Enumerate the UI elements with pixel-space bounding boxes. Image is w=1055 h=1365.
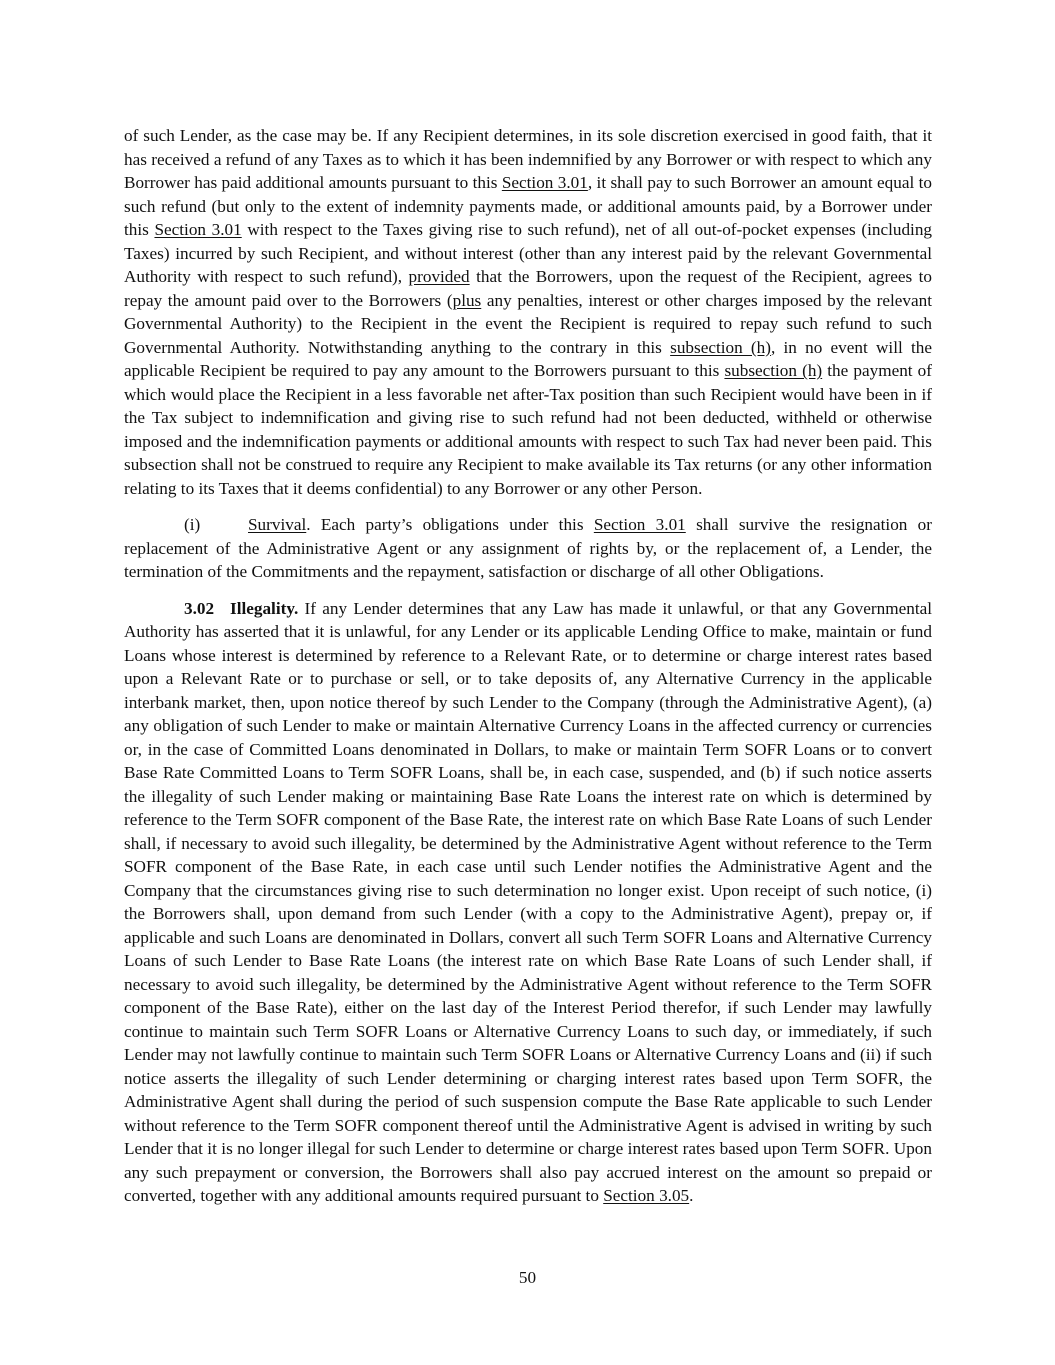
subsection-reference: subsection (h) bbox=[724, 361, 823, 380]
section-number: 3.02 bbox=[184, 598, 215, 618]
section-reference: Section 3.01 bbox=[154, 220, 242, 239]
paragraph-i-survival bbox=[124, 513, 932, 584]
subsection-reference: subsection (h) bbox=[670, 337, 771, 357]
text-run: If any Lender determines that any Law has made it unlawful, or that any Governmental Authority has asserted that it is unlawful, for any Lender or its applicable Lending Office to make, maintain or fund Loans whose interest is determined by reference to a Relevant Rate, or to determine or charge interest rates based upon a Relevant Rate or to purchase or sell, or to take deposits of, any Alternative Currency in the applicable interbank market, then, upon notice thereof by such Lender to the Company (through the Administrative Agent), (a) any obligation of such Lender to make or maintain Alternative Currency Loans in the affected currency or currencies or, in the case of Committed Loans denominated in Dollars, to make or maintain Term SOFR Loans or to convert Base Rate Committed Loans to Term SOFR Loans, shall be, in each case, suspended, and (b) if such notice asserts the illegality of such Lender making or maintaining Base Rate Loans the interest rate on which is determined by reference to the Term SOFR component of the Base Rate, the interest rate on which Base Rate Loans of such Lender shall, if necessary to avoid such illegality, be determined by the Administrative Agent without reference to the Term SOFR component of the Base Rate, in each case until such Lender notifies the Administrative Agent and the Company that the circumstances giving rise to such determination no longer exist. Upon receipt of such notice, (i) the Borrowers shall, upon demand from such Lender (with a copy to the Administrative Agent), prepay or, if applicable and such Loans are denominated in Dollars, convert all such Term SOFR Loans and Alternative Currency Loans of such Lender to Base Rate Loans (the interest rate on which Base Rate Loans of such Lender shall, if necessary to avoid such illegality, be determined by the Administrative Agent without reference to the Term SOFR component of the Base Rate), either on the last day of the Interest Period therefor, if such Lender may lawfully continue to maintain such Term SOFR Loans or Alternative Currency Loans to such day, or immediately, if such Lender may not lawfully continue to maintain such Term SOFR Loans or Alternative Currency Loans and (ii) if such notice asserts the illegality of such Lender determining or charging interest rates based upon Term SOFR, the Administrative Agent shall during the period of such suspension compute the Base Rate applicable to such Lender without reference to the Term SOFR component thereof until the Administrative Agent is advised in writing by such Lender that it is no longer illegal for such Lender to determine or charge interest rates based upon Term SOFR. Upon any such prepayment or conversion, the Borrowers shall also pay accrued interest on the amount so prepaid or converted, together with any additional amounts required pursuant to bbox=[124, 598, 932, 1205]
text-run: . bbox=[689, 1186, 694, 1205]
section-3-02-illegality bbox=[124, 597, 932, 1208]
paragraph-heading: Survival bbox=[248, 515, 307, 534]
document-page bbox=[124, 124, 932, 1221]
provided-term: provided bbox=[408, 267, 470, 286]
paragraph-label: (i) bbox=[184, 515, 201, 534]
page-number: 50 bbox=[518, 1268, 537, 1287]
section-reference: Section 3.05 bbox=[603, 1186, 690, 1205]
text-run: the payment of which would place the Recipient in a less favorable net after-Tax position than such Recipient would have been in if the Tax subject to indemnification and giving rise to such refund had not been deducted, withheld or otherwise imposed and the indemnification payments or additional amounts with respect to such Tax had never been paid. This subsection shall not be construed to require any Recipient to make available its Tax returns (or any other information relating to its Taxes that it deems confidential) to any Borrower or any other Person. bbox=[124, 361, 932, 498]
text-run: . Each party’s obligations under this bbox=[306, 515, 594, 534]
text-run: that the Borrowers, upon the request of the Recipient, agrees to repay the amount paid over to the Borrowers ( bbox=[124, 267, 932, 310]
text-run: , it shall pay to such Borrower an amount equal to such refund (but only to the extent of indemnity payments made, or additional amounts paid, by a Borrower under this bbox=[124, 173, 932, 239]
text-run: of such Lender, as the case may be. If any Recipient determines, in its sole discretion exercised in good faith, that it has received a refund of any Taxes as to which it has been indemnified by any Borrower or with respect to which any Borrower has paid additional amounts pursuant to this bbox=[124, 126, 932, 192]
section-reference: Section 3.01 bbox=[501, 173, 588, 192]
paragraph-h-continued bbox=[124, 124, 932, 500]
section-heading: Illegality. bbox=[230, 598, 299, 618]
text-run: any penalties, interest or other charges imposed by the relevant Governmental Authority) to the Recipient in the event the Recipient is required to repay such refund to such Governmental Authority. Notwithstanding anything to the contrary in this bbox=[124, 290, 932, 357]
section-reference: Section 3.01 bbox=[593, 515, 686, 534]
text-run: , in no event will the applicable Recipient be required to pay any amount to the Borrowers pursuant to this bbox=[124, 337, 932, 380]
plus-term: plus bbox=[452, 290, 482, 310]
text-run: with respect to the Taxes giving rise to such refund), net of all out-of-pocket expenses (including Taxes) incurred by such Recipient, and without interest (other than any interest paid by the relevant Governmental Authority with respect to such refund), bbox=[124, 220, 933, 286]
text-run: shall survive the resignation or replacement of the Administrative Agent or any assignment of rights by, or the replacement of, a Lender, the termination of the Commitments and the repayment, satisfaction or discharge of all other Obligations. bbox=[124, 515, 933, 581]
